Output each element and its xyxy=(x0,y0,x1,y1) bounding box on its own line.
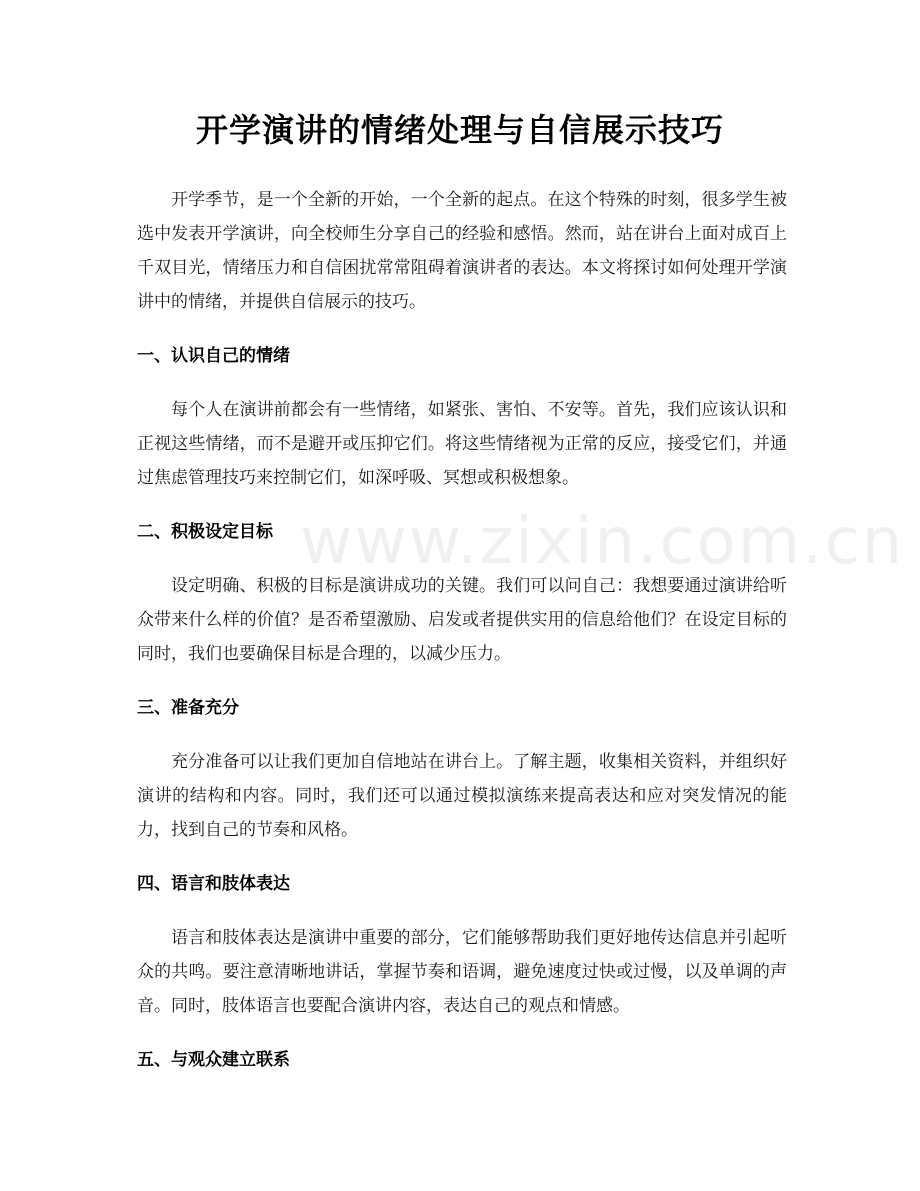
section-heading-1: 一、认识自己的情绪 xyxy=(137,346,290,366)
section-paragraph-3: 充分准备可以让我们更加自信地站在讲台上。了解主题，收集相关资料，并组织好演讲的结构和内容。同时，我们还可以通过模拟演练来提高表达和应对突发情况的能力，找到自己的节奏和风格。 xyxy=(137,752,787,840)
section-paragraph-4: 语言和肢体表达是演讲中重要的部分，它们能够帮助我们更好地传达信息并引起听众的共鸣。要注意清晰地讲话，掌握节奏和语调，避免速度过快或过慢，以及单调的声音。同时，肢体语言也要配合演讲内容，表达自己的观点和情感。 xyxy=(137,928,787,1016)
section-heading-2: 二、积极设定目标 xyxy=(137,522,273,542)
document-body xyxy=(137,183,905,1077)
intro-paragraph: 开学季节，是一个全新的开始，一个全新的起点。在这个特殊的时刻，很多学生被选中发表开学演讲，向全校师生分享自己的经验和感悟。然而，站在讲台上面对成百上千双目光，情绪压力和自信困扰常常阻碍着演讲者的表达。本文将探讨如何处理开学演讲中的情绪，并提供自信展示的技巧。 xyxy=(137,190,787,312)
section-heading-5: 五、与观众建立联系 xyxy=(137,1050,290,1070)
section-heading-3: 三、准备充分 xyxy=(137,698,239,718)
section-heading-4: 四、语言和肢体表达 xyxy=(137,874,290,894)
section-paragraph-2: 设定明确、积极的目标是演讲成功的关键。我们可以问自己：我想要通过演讲给听众带来什么样的价值？是否希望激励、启发或者提供实用的信息给他们？在设定目标的同时，我们也要确保目标是合理的，以减少压力。 xyxy=(137,576,787,664)
document-title: 开学演讲的情绪处理与自信展示技巧 xyxy=(195,111,724,149)
watermark: www.zixin.com.cn xyxy=(300,505,905,579)
section-paragraph-1: 每个人在演讲前都会有一些情绪，如紧张、害怕、不安等。首先，我们应该认识和正视这些情绪，而不是避开或压抑它们。将这些情绪视为正常的反应，接受它们，并通过焦虑管理技巧来控制它们，如深呼吸、冥想或积极想象。 xyxy=(137,400,787,488)
